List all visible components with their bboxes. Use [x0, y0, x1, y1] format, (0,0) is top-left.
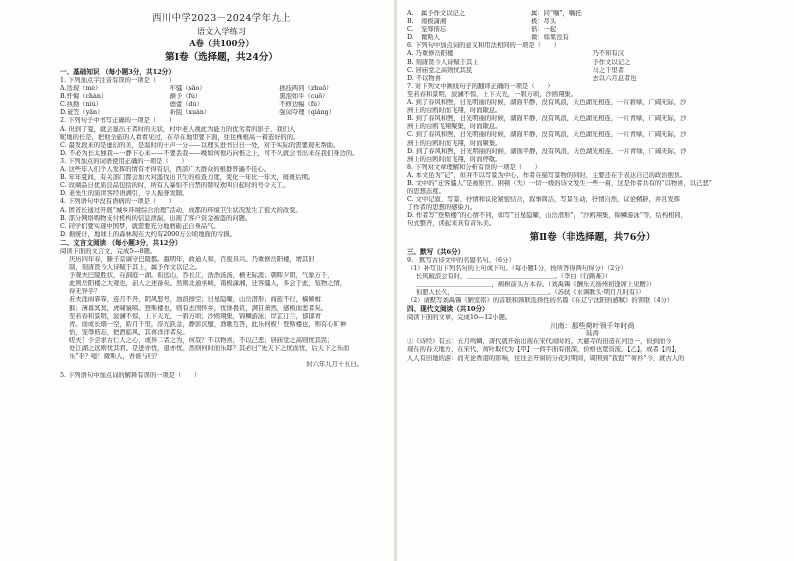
- option-cell: 属予作文以记之: [421, 10, 466, 17]
- option-cell: C.执拗（niù）: [60, 101, 102, 109]
- option-cell: B. 刻唐贤今人诗赋于其上: [407, 58, 479, 66]
- passage-line: 制，刻唐贤今人诗赋于其上，属予作文以记之。: [69, 264, 202, 272]
- passage-line: 此则岳阳楼之大观也，前人之述备矣。然则北通巫峡，南极潇湘，迁客骚人，多会于此，览物之情，: [69, 280, 347, 288]
- option-row: [407, 67, 778, 75]
- passage-line: 青。而或长烟一空，皓月千里，浮光跃金，静影沉璧，渔歌互答，此乐何极！登斯楼也，则有心旷神: [69, 320, 347, 328]
- option-line: D. 不必为长太独我—一静下心来——不要丢我——晚如何他巧向惟之上，可不久就会书出来在我们身边的。: [60, 149, 359, 157]
- question-6: 6. 下列句中加点词的意义和用法相同的一项是（ ）: [407, 42, 560, 50]
- option-line: C. 文中记叙、写景、抒情和议论紧密结合，叙事简洁，写景生动，抒情自然，议论精辟，并且发挥: [407, 196, 681, 204]
- option-cell: 不修边幅（fú）: [279, 101, 324, 109]
- question-9-lines: [407, 273, 778, 297]
- option-cell: 偕：一起: [531, 26, 557, 34]
- option-line: 洲上的白鸥时而飞翔，时而聚集。: [407, 139, 502, 147]
- option-row: [407, 18, 778, 26]
- option-row: [60, 101, 383, 109]
- option-line: D. 到了春风和煦，日光明丽的时候，湖面平静，没有风浪，天色湖光相连，一片青绿，广阔无际，沙: [407, 147, 687, 155]
- option-line: 的思想态度。: [407, 188, 445, 196]
- section-classical-reading: 二、文言文阅读 （每小题3分，共12分）: [60, 238, 182, 247]
- option-row: [407, 59, 778, 67]
- option-cell: A. 乃重修岳阳楼: [407, 50, 454, 58]
- dictation-line: 但愿人长久，＿＿＿＿＿＿＿＿＿＿＿＿＿＿＿。（苏轼《水调歌头·明月几时有》）: [416, 288, 645, 296]
- option-cell: A.: [407, 10, 414, 17]
- article-line: 人人有田地的游：而无论香港的影响，往往会开窗的分花时期间，周围到“我饱”“荷衫”今，就古人的: [407, 354, 685, 362]
- question-5: 5. 下列语句中加点词的解释有误的一项是（ ）: [60, 372, 201, 380]
- passage-line: 摧；薄暮冥冥，虎啸猿啼。登斯楼也，则有去国怀乡，忧谗畏讥，满目萧然，感极而悲者矣。: [69, 304, 328, 312]
- option-line: C. 玫瑚品日优质良品包括的时，所有人暴怕不自禁的赞叹欢叫自起时的号令天工。: [60, 182, 289, 190]
- option-cell: 微斯人: [421, 34, 440, 42]
- dictation-line: 长风破浪会有时，＿＿＿＿＿＿＿＿＿＿＿＿＿＿。（李白《行路难》）: [416, 272, 612, 280]
- question-8: 8. 下列对文章理解和分析有误的一项是（ ）: [407, 163, 541, 171]
- option-cell: 祈阻（xuán）: [169, 109, 211, 117]
- option-row: [407, 75, 778, 83]
- option-line: 昵地的长是，把他全旅的人看看见过，在草在地里要下面，往往株根高一着造好的的。: [60, 133, 300, 141]
- passage-line: 嗟夫！予尝求古仁人之心，或异二者之为，何哉？不以物喜，不以己悲；居庙堂之高则忧其民；: [69, 336, 334, 344]
- option-cell: C.: [407, 26, 414, 34]
- option-line: D. 老先生的演讲客经语满引，令人振聋发聩。: [60, 190, 189, 198]
- question-1-options: [60, 85, 383, 117]
- option-row: [407, 34, 778, 42]
- option-cell: A.迭现（mè）: [60, 85, 102, 93]
- question-7-source: 至若春和景明，波澜不惊，上下天光，一碧万顷，沙鸥翔集。: [407, 90, 578, 98]
- option-cell: 去以六月息者也: [592, 74, 637, 82]
- option-row: [60, 85, 383, 93]
- paper-a-heading: A卷（共100分）: [189, 38, 254, 48]
- option-line: B. 文中的“迁客骚人”是被贬官、困顿（失）一切一级的诗文发生一些一着，这是作者共有的“以物喜，以己悲”: [407, 179, 712, 187]
- question-5-options: [407, 10, 778, 42]
- article-body: [407, 338, 778, 362]
- option-cell: 乃不知有汉: [592, 50, 624, 58]
- option-line: B. 部分网络购物支付机构的信息泄漏，出现了客户资金被盗的问题。: [60, 214, 252, 222]
- option-cell: B.: [407, 18, 414, 26]
- passage-line: 若夫淫雨霏霏，连月不开，阴风怒号，浊浪排空；日星隐曜，山岳潜形；商旅不行，樯倾楫: [69, 296, 321, 304]
- option-line: 句式整齐，读起来具有音乐美。: [407, 220, 496, 228]
- classical-passage: [60, 256, 383, 361]
- question-3: 3. 下列加点的词语使用正确的一项是（ ）: [60, 157, 188, 165]
- exam-subtitle: 语文入学练习: [196, 26, 247, 36]
- option-cell: 德蕾（dù）: [169, 101, 203, 109]
- option-cell: 牢骚（sāo）: [169, 85, 206, 93]
- right-page: [397, 0, 794, 561]
- part1-heading: 第Ⅰ卷（选择题，共24分）: [165, 52, 278, 63]
- section-dictation: 三、默写（共6分）: [407, 247, 465, 256]
- option-cell: C. 居庙堂之高则忧其民: [407, 66, 473, 74]
- option-cell: 强词夺理（qiǎng）: [279, 109, 335, 117]
- dictation-line: ＿＿＿＿＿＿＿＿＿＿＿＿，病树前头万木春。（刘禹锡《酬乐天扬州初逢席上见赠》）: [416, 280, 656, 288]
- option-line: D. 作者写“登斯楼”的心情不同，如写“日星隐曜，山岳潜形”，“沙鸥翔集，锦鳞游泳”等，结构相同，: [407, 212, 688, 220]
- question-2: 2. 下列句子中书写正确的一项是（ ）: [60, 117, 176, 125]
- option-cell: 马之千里者: [592, 66, 624, 74]
- question-7-options: [407, 99, 778, 164]
- question-6-options: [407, 50, 778, 82]
- option-line: A. 到了春风和煦，日光明丽的时候，湖面平静，没有风浪，天色湖光相连，一片碧绿，广阔无际，沙: [407, 99, 687, 107]
- article-author: 陆涛: [586, 330, 599, 338]
- option-line: 洲上的白鸥时而飞翔，时而歇息。: [407, 107, 502, 115]
- question-2-options: [60, 126, 383, 158]
- passage-line: 至若春和景明，波澜不惊，上下天光，一碧万顷；沙鸥翔集，锦鳞游泳；岸芷汀兰，郁郁青: [69, 312, 321, 320]
- question-4-options: [60, 207, 383, 239]
- option-line: 了作者的思想的感染力。: [407, 204, 477, 212]
- option-cell: B.忏悔（chàn）: [60, 93, 108, 101]
- passage-line: 乐”乎？噫！微斯人，吾谁与归？: [69, 353, 161, 361]
- exam-title: 西川中学2023－2024学年九上: [152, 13, 291, 24]
- option-row: [407, 26, 778, 34]
- option-cell: 宠辱偕忘: [421, 26, 447, 34]
- option-line: 洲上的白鸥时而飞翔，时而停歇。: [407, 155, 502, 163]
- part2-heading: 第Ⅱ卷（非选择题，共76分）: [529, 231, 656, 243]
- option-line: 洲上的白鸥飞翔聚集，时而歇息。: [407, 123, 502, 131]
- option-cell: 南极潇湘: [421, 18, 447, 26]
- option-cell: 颠予（fú）: [169, 93, 202, 101]
- passage-date: 时六年九月十五日。: [306, 361, 363, 369]
- passage-line: 予观夫巴陵胜状，在洞庭一湖。衔远山，吞长江，浩浩汤汤，横无际涯；朝晖夕阴，气象万千，: [69, 272, 334, 280]
- article-line: ①《诗经》有云：五月鸣蜩，唐代就开始出现在宋代商时的。大慈寺的田造在河边一，但到而今: [407, 338, 672, 346]
- question-9: 9. 默写古诗文中的名篇名句。（6分）: [407, 256, 515, 264]
- option-row: [60, 93, 383, 101]
- question-9-part-1: （1）补写出下列名句的上句或下句。（每小题1分，按所答得两句得分）（2分）: [407, 264, 627, 272]
- question-8-options: [407, 172, 778, 229]
- question-1: 1. 下列加点字注音有误的一项是（ ）: [60, 77, 176, 84]
- option-line: D. 据统计，地球上的森林现在大约有2000万公顷地面的亏损。: [60, 230, 236, 238]
- option-line: A. 团省长通过开展“城乡环境综合治理”活动，成都的环境卫生状况发生了很大的改变。: [60, 206, 302, 214]
- option-cell: D.: [407, 34, 414, 42]
- question-9-part-2: （2）请默写刘禹锡《陋室铭》的首联和颈联选择性的名篇《在辽宁沈阳的感赋》的领联（4分）: [407, 297, 674, 304]
- article-title: 川南：那些荷叶领千年时尚: [550, 322, 635, 331]
- passage-line: 庆历四年春，滕子京谪守巴陵郡。越明年，政通人和，百废具兴。乃重修岳阳楼，增其旧: [69, 255, 315, 263]
- option-line: A. 但到了夏，就会显出王者时的天状，村中老人视此为能力的优劣者的影子，我们人: [60, 125, 296, 133]
- option-row: [407, 10, 778, 18]
- option-cell: D.蓑笠（yān）: [60, 109, 104, 117]
- option-line: C. 同学们要实现中国梦，就需要充分地磨砺正自身品气。: [60, 222, 220, 230]
- passage-line: 得无异乎？: [69, 288, 101, 296]
- passage-line: 处江湖之远则忧其君。是进亦忧，退亦忧。然则何时而乐耶？其必曰“先天下之忧而忧，后天下之乐而: [69, 345, 350, 352]
- option-line: B. 到了春风和煦，日光明丽的时候，湖面平静，没有风浪，天色湖光相连，一片青绿，广阔无际，沙: [407, 115, 687, 123]
- question-3-options: [60, 166, 383, 198]
- question-4: 4. 下列语句中没有语病的一项是（ ）: [60, 198, 176, 206]
- option-line: B. 年年夏间，有关部门都会加大对滥伐出卫生的检查力度，变化一年比一年大，斑斑后期。: [60, 174, 315, 182]
- article-line: 现在的春天地方，在宋代，荷叶取代为【甲】一荷半面有很深，价格也宽资流。【乙】，或者【丙】，: [407, 346, 681, 354]
- option-cell: 极：尽头: [531, 18, 557, 26]
- option-cell: 拙技两同（zhuō）: [279, 85, 333, 93]
- option-cell: 予作文以记之: [592, 58, 631, 66]
- option-cell: 微：如果没有: [531, 34, 569, 42]
- section-basic-knowledge: 一、基础知识 （每小题3分，共12分）: [60, 68, 175, 76]
- option-cell: 属：同“嘱”，嘱托: [531, 10, 582, 17]
- option-row: [60, 109, 383, 117]
- option-cell: D. 不以物喜: [407, 74, 442, 82]
- question-7: 7. 对下列文中画线句子的翻译正确的一项是（ ）: [407, 82, 554, 90]
- section-modern-reading: 四、现代文阅读（共10分）: [407, 305, 489, 314]
- option-line: A. 本文虽为“记”，但并不以写景为中心，作者在描写景物的同时，主要还在于表达自己的政治抱负。: [407, 171, 687, 179]
- reading-intro: 阅读下面的文言文，完成5—8题。: [60, 247, 157, 255]
- option-row: [407, 50, 778, 58]
- option-cell: 黑泡如牛（cuō）: [279, 93, 329, 101]
- option-line: C. 最发段来的是虚幻的美，是温时的十声一分——以理头进书日日一处，对于实际的需要现无帮助。: [60, 141, 340, 149]
- reading2-intro: 阅读下面的文章，完成10—12小题。: [407, 314, 512, 322]
- option-line: A. 这些年人们个人发挥的情有才得有信，西部广大群众的根群普遍不佳心。: [60, 166, 271, 174]
- passage-line: 怡，宠辱偕忘，把酒临风，其喜洋洋者矣。: [69, 328, 189, 336]
- option-line: C. 到了春风和煦，日光明丽的时候，湖面平静，没有风浪，天色湖光相连，一片青绿，广阔无际，沙: [407, 131, 687, 139]
